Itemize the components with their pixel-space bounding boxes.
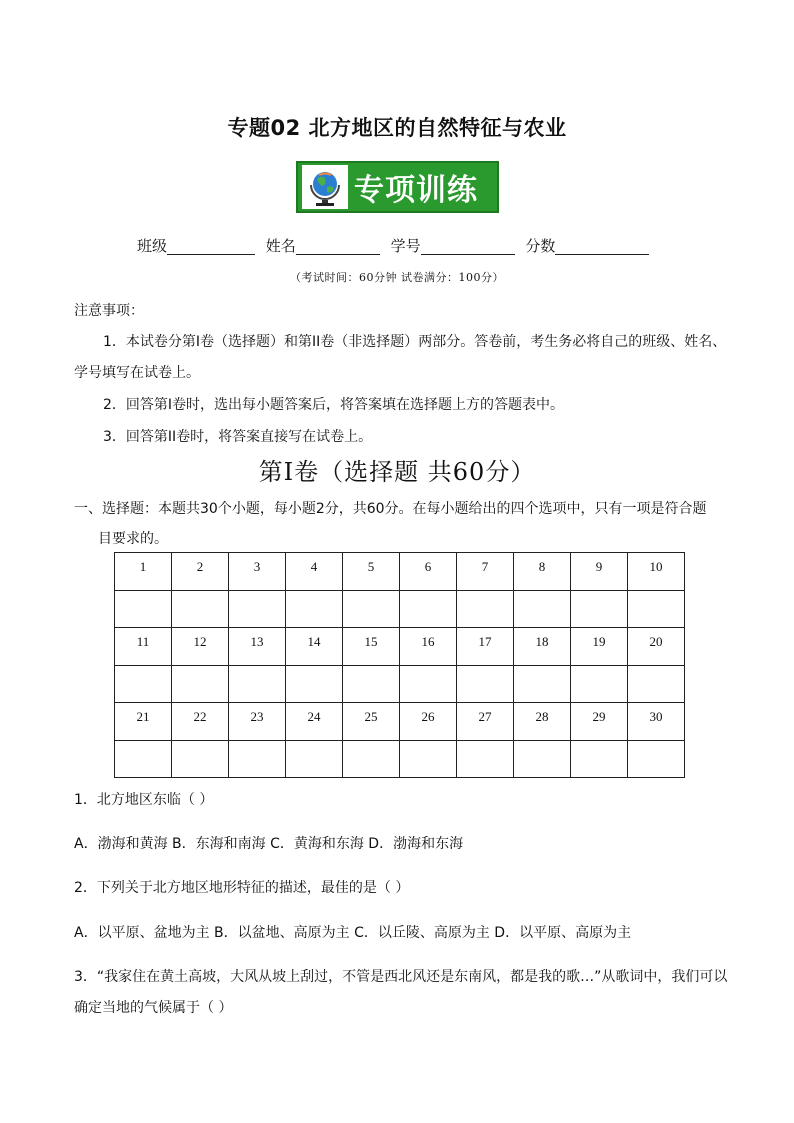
answer-cell[interactable] — [286, 591, 343, 628]
answer-cell[interactable] — [286, 741, 343, 778]
answer-cell[interactable] — [514, 666, 571, 703]
question-3-stem-line-2: 确定当地的气候属于（ ） — [74, 1000, 233, 1016]
question-2-stem: 2．下列关于北方地区地形特征的描述，最佳的是（ ） — [74, 880, 410, 896]
answer-cell[interactable] — [628, 741, 685, 778]
student-id-blank[interactable] — [421, 238, 515, 255]
score-blank[interactable] — [555, 238, 649, 255]
question-number-cell: 3 — [229, 553, 286, 591]
answer-cell[interactable] — [571, 741, 628, 778]
question-number-cell: 13 — [229, 628, 286, 666]
question-3-stem-line-1: 3．“我家住在黄土高坡，大风从坡上刮过，不管是西北风还是东南风，都是我的歌…”从歌词中，我们可以 — [74, 969, 728, 985]
question-number-cell: 7 — [457, 553, 514, 591]
question-2-options: A．以平原、盆地为主 B．以盆地、高原为主 C．以丘陵、高原为主 D．以平原、高原为主 — [74, 925, 632, 941]
section-title: 第I卷（选择题 共60分） — [258, 458, 536, 486]
answer-cell[interactable] — [115, 741, 172, 778]
question-number-cell: 6 — [400, 553, 457, 591]
answer-table — [114, 552, 685, 778]
question-number-cell: 9 — [571, 553, 628, 591]
question-number-cell: 12 — [172, 628, 229, 666]
question-number-cell: 19 — [571, 628, 628, 666]
answer-cell[interactable] — [229, 741, 286, 778]
notice-item-1-line-1: 1．本试卷分第I卷（选择题）和第II卷（非选择题）两部分。答卷前，考生务必将自己的班级、姓名、 — [103, 334, 727, 350]
answer-cell[interactable] — [229, 591, 286, 628]
question-number-cell: 4 — [286, 553, 343, 591]
document-title: 专题02 北方地区的自然特征与农业 — [227, 116, 567, 140]
banner — [296, 161, 499, 213]
globe-icon — [302, 165, 348, 209]
question-number-cell: 22 — [172, 703, 229, 741]
question-number-cell: 14 — [286, 628, 343, 666]
answer-cell[interactable] — [172, 591, 229, 628]
class-label: 班级 — [137, 237, 168, 255]
question-number-cell: 17 — [457, 628, 514, 666]
answer-cell[interactable] — [286, 666, 343, 703]
question-number-cell: 15 — [343, 628, 400, 666]
question-number-cell: 10 — [628, 553, 685, 591]
answer-cell[interactable] — [343, 666, 400, 703]
answer-cell[interactable] — [571, 666, 628, 703]
answer-cell[interactable] — [343, 591, 400, 628]
name-blank[interactable] — [296, 238, 380, 255]
question-number-cell: 24 — [286, 703, 343, 741]
answer-cell[interactable] — [514, 591, 571, 628]
question-number-cell: 1 — [115, 553, 172, 591]
instruction-line-1: 一、选择题：本题共30个小题，每小题2分，共60分。在每小题给出的四个选项中，只有一项是符合题 — [74, 501, 707, 517]
answer-cell[interactable] — [457, 741, 514, 778]
class-blank[interactable] — [167, 238, 255, 255]
question-number-cell: 25 — [343, 703, 400, 741]
answer-cell[interactable] — [343, 741, 400, 778]
notice-heading: 注意事项： — [74, 303, 144, 319]
question-1-options: A．渤海和黄海 B．东海和南海 C．黄海和东海 D．渤海和东海 — [74, 836, 464, 852]
instruction-line-2: 目要求的。 — [98, 531, 168, 547]
table-row — [115, 591, 685, 628]
answer-cell[interactable] — [400, 741, 457, 778]
answer-cell[interactable] — [172, 741, 229, 778]
answer-cell[interactable] — [400, 591, 457, 628]
answer-cell[interactable] — [457, 591, 514, 628]
table-row — [115, 741, 685, 778]
notice-item-1-line-2: 学号填写在试卷上。 — [74, 365, 200, 381]
answer-cell[interactable] — [115, 591, 172, 628]
question-number-cell: 20 — [628, 628, 685, 666]
question-number-cell: 11 — [115, 628, 172, 666]
score-label: 分数 — [525, 237, 556, 255]
student-id-label: 学号 — [390, 237, 421, 255]
question-number-cell: 23 — [229, 703, 286, 741]
banner-label: 专项训练 — [354, 173, 478, 208]
exam-time-note: （考试时间：60分钟 试卷满分：100分） — [290, 271, 504, 284]
question-number-cell: 2 — [172, 553, 229, 591]
answer-cell[interactable] — [457, 666, 514, 703]
question-number-cell: 5 — [343, 553, 400, 591]
notice-item-2: 2．回答第I卷时，选出每小题答案后，将答案填在选择题上方的答题表中。 — [103, 397, 565, 413]
name-label: 姓名 — [265, 237, 296, 255]
answer-cell[interactable] — [229, 666, 286, 703]
question-number-cell: 27 — [457, 703, 514, 741]
table-row — [115, 553, 685, 591]
question-number-cell: 26 — [400, 703, 457, 741]
question-number-cell: 8 — [514, 553, 571, 591]
question-number-cell: 21 — [115, 703, 172, 741]
answer-cell[interactable] — [571, 591, 628, 628]
student-info-row — [137, 235, 655, 256]
answer-cell[interactable] — [172, 666, 229, 703]
question-number-cell: 18 — [514, 628, 571, 666]
answer-cell[interactable] — [115, 666, 172, 703]
answer-cell[interactable] — [400, 666, 457, 703]
answer-cell[interactable] — [628, 666, 685, 703]
answer-cell[interactable] — [514, 741, 571, 778]
question-number-cell: 16 — [400, 628, 457, 666]
table-row — [115, 666, 685, 703]
question-number-cell: 29 — [571, 703, 628, 741]
answer-cell[interactable] — [628, 591, 685, 628]
table-row — [115, 628, 685, 666]
table-row — [115, 703, 685, 741]
question-1-stem: 1．北方地区东临（ ） — [74, 792, 214, 808]
notice-item-3: 3．回答第II卷时，将答案直接写在试卷上。 — [103, 429, 373, 445]
question-number-cell: 30 — [628, 703, 685, 741]
question-number-cell: 28 — [514, 703, 571, 741]
